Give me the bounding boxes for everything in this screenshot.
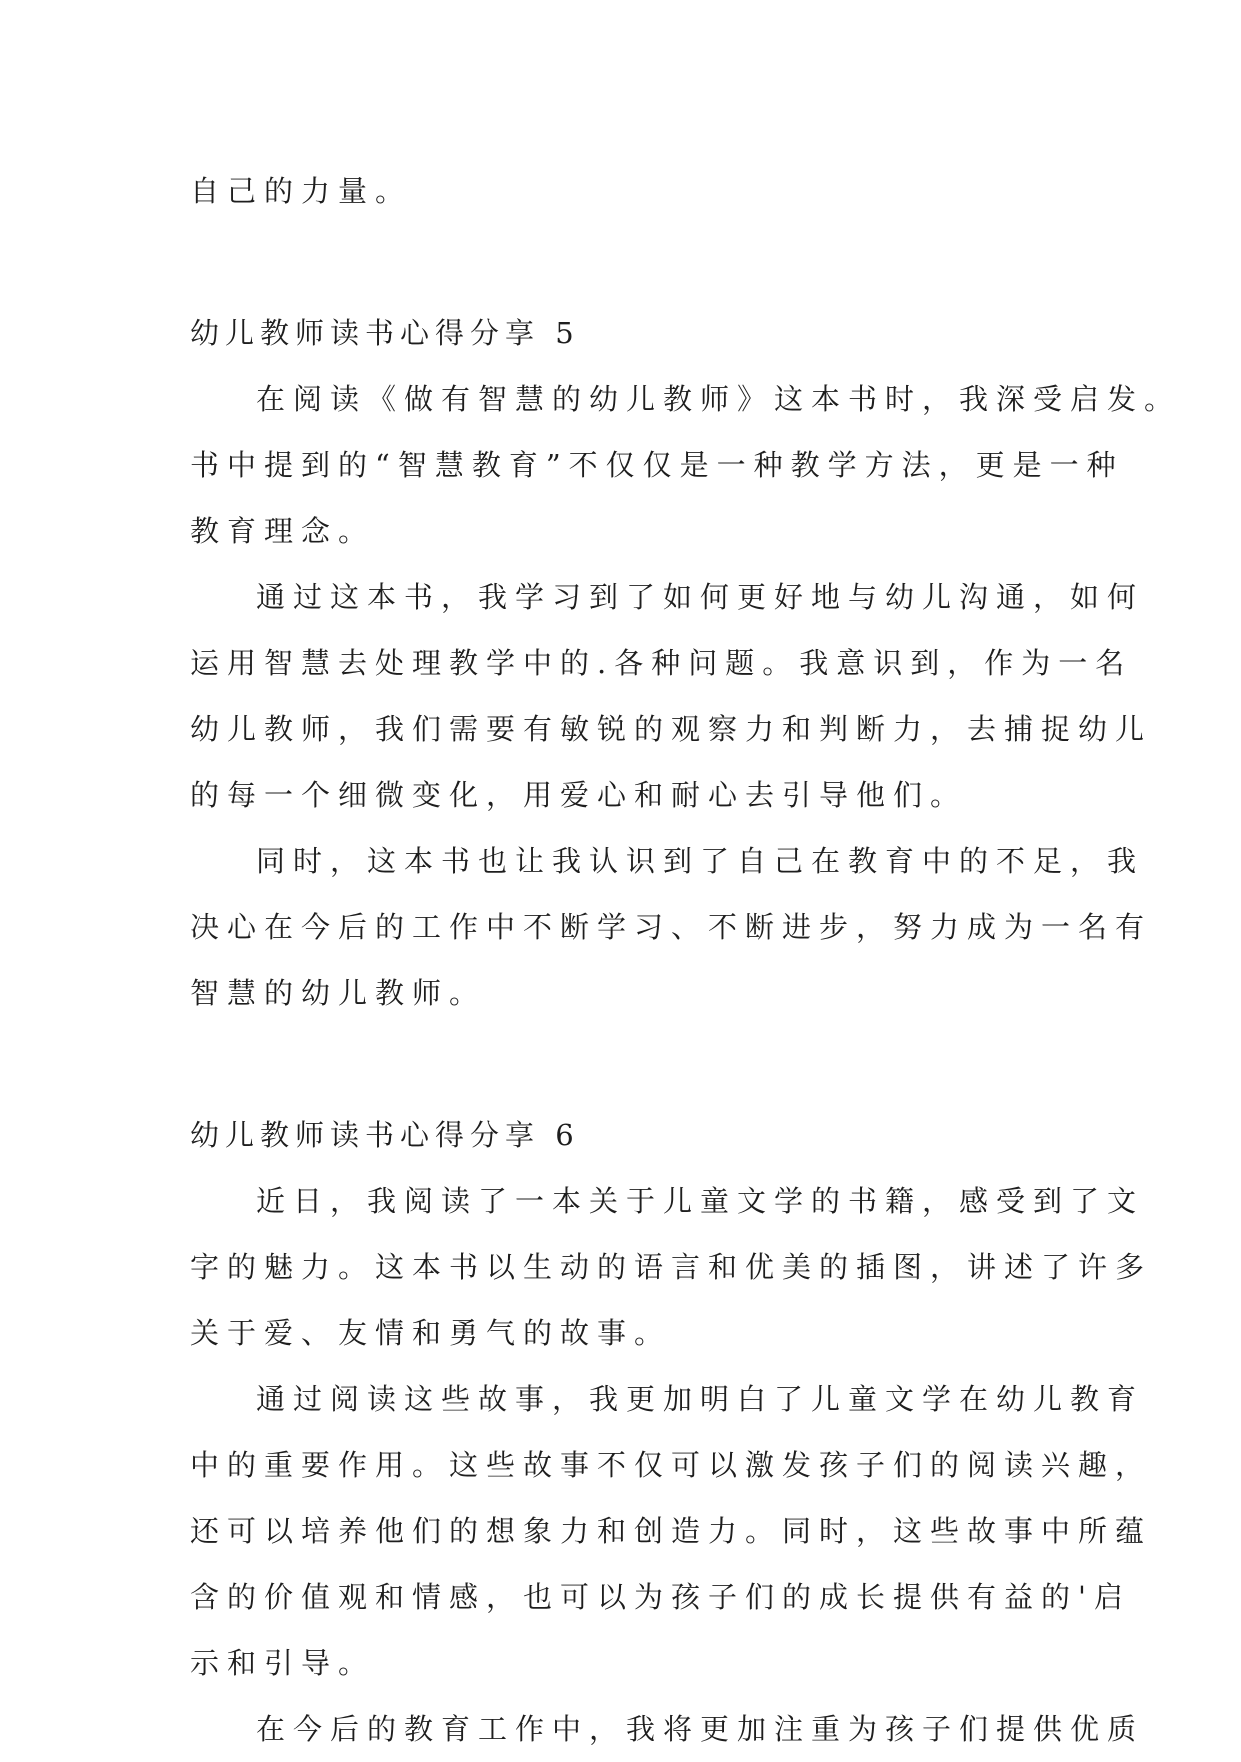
paragraph-line: 的每一个细微变化，用爱心和耐心去引导他们。 bbox=[190, 778, 968, 812]
paragraph-line: 近日，我阅读了一本关于儿童文学的书籍，感受到了文 bbox=[256, 1184, 1145, 1218]
paragraph-line: 幼儿教师，我们需要有敏锐的观察力和判断力，去捕捉幼儿 bbox=[190, 712, 1153, 746]
paragraph-line: 通过这本书，我学习到了如何更好地与幼儿沟通，如何 bbox=[256, 580, 1145, 614]
section-heading: 幼儿教师读书心得分享 5 bbox=[190, 316, 580, 350]
section-heading: 幼儿教师读书心得分享 6 bbox=[190, 1118, 580, 1152]
section-6 bbox=[190, 1102, 1153, 1762]
paragraph-line: 通过阅读这些故事，我更加明白了儿童文学在幼儿教育 bbox=[256, 1382, 1145, 1416]
paragraph-line: 中的重要作用。这些故事不仅可以激发孩子们的阅读兴趣， bbox=[190, 1448, 1153, 1482]
continuation-line: 自己的力量。 bbox=[190, 174, 413, 208]
paragraph-line: 同时，这本书也让我认识到了自己在教育中的不足，我 bbox=[256, 844, 1145, 878]
section-spacer bbox=[190, 224, 1065, 300]
paragraph-line: 书中提到的“智慧教育”不仅仅是一种教学方法，更是一种 bbox=[190, 448, 1124, 482]
paragraph-line: 还可以培养他们的想象力和创造力。同时，这些故事中所蕴 bbox=[190, 1514, 1153, 1548]
paragraph-line: 在今后的教育工作中，我将更加注重为孩子们提供优质 bbox=[256, 1712, 1145, 1746]
paragraph bbox=[190, 828, 1153, 1026]
paragraph-line: 关于爱、友情和勇气的故事。 bbox=[190, 1316, 672, 1350]
section-5 bbox=[190, 300, 1182, 1026]
paragraph-line: 含的价值观和情感，也可以为孩子们的成长提供有益的'启 bbox=[190, 1580, 1131, 1614]
section-spacer bbox=[190, 1026, 1065, 1102]
paragraph-line: 在阅读《做有智慧的幼儿教师》这本书时，我深受启发。 bbox=[256, 382, 1182, 416]
paragraph-line: 智慧的幼儿教师。 bbox=[190, 976, 487, 1010]
paragraph bbox=[190, 1168, 1153, 1366]
paragraph bbox=[190, 1366, 1153, 1696]
paragraph-line: 示和引导。 bbox=[190, 1646, 376, 1680]
paragraph bbox=[190, 366, 1182, 564]
paragraph-line: 教育理念。 bbox=[190, 514, 376, 548]
paragraph bbox=[190, 564, 1153, 828]
paragraph bbox=[190, 1696, 1145, 1762]
paragraph-line: 运用智慧去处理教学中的.各种问题。我意识到，作为一名 bbox=[190, 646, 1133, 680]
paragraph-line: 决心在今后的工作中不断学习、不断进步，努力成为一名有 bbox=[190, 910, 1153, 944]
paragraph-line: 字的魅力。这本书以生动的语言和优美的插图，讲述了许多 bbox=[190, 1250, 1153, 1284]
document-body bbox=[190, 158, 1182, 1762]
